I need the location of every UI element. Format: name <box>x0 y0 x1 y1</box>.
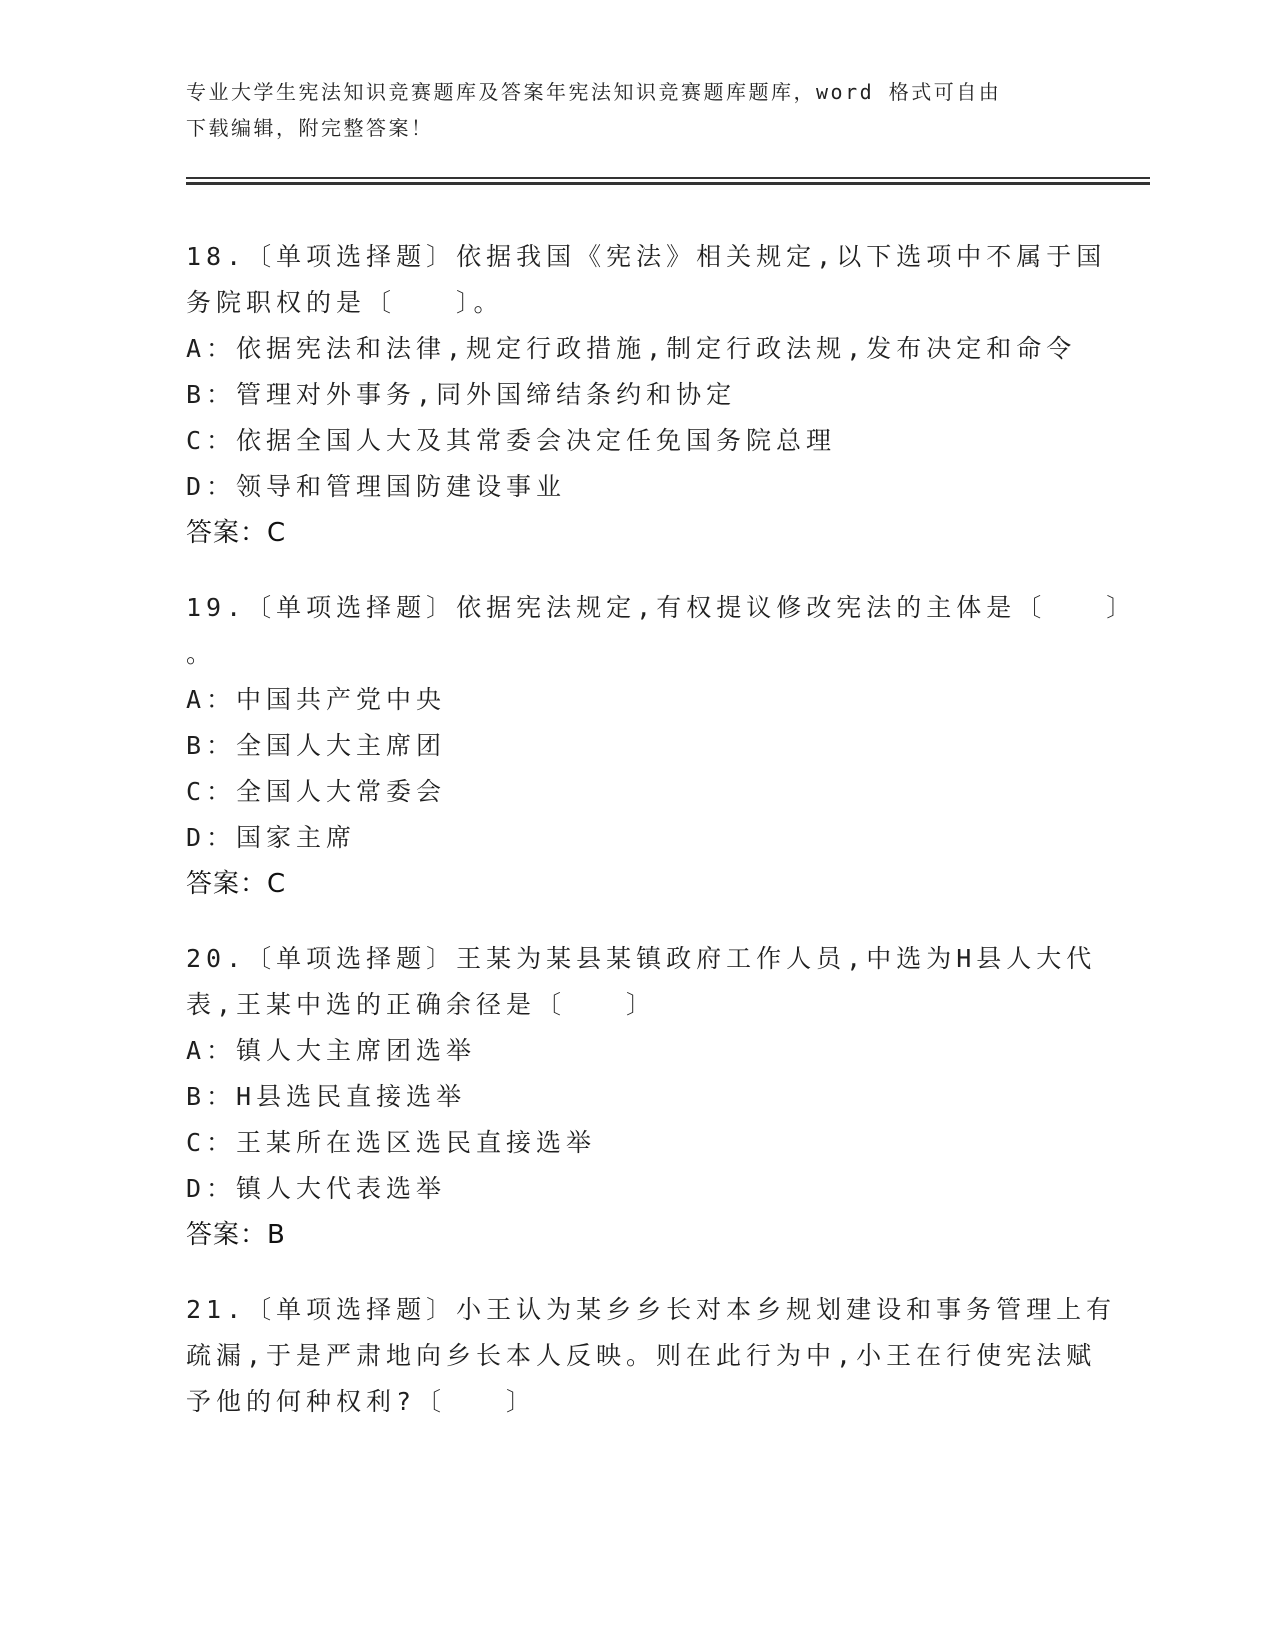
option-a: A：镇人大主席团选举 <box>186 1036 477 1065</box>
question-18 <box>186 234 1107 556</box>
header-divider-thick <box>186 182 1150 185</box>
question-stem-line: 表,王某中选的正确余径是〔 〕 <box>186 990 657 1019</box>
question-stem-line: 。 <box>186 639 217 668</box>
question-list <box>186 234 1137 1454</box>
header-line-1: 专业大学生宪法知识竞赛题库及答案年宪法知识竞赛题库题库，word 格式可自由 <box>186 80 1002 104</box>
option-c: C：全国人大常委会 <box>186 777 447 806</box>
answer-line: 答案：C <box>186 518 287 548</box>
option-a: A：依据宪法和法律,规定行政措施,制定行政法规,发布决定和命令 <box>186 334 1077 363</box>
header-line-2: 下载编辑，附完整答案！ <box>186 116 434 140</box>
question-stem-line: 20.〔单项选择题〕王某为某县某镇政府工作人员,中选为H县人大代 <box>186 944 1097 973</box>
option-d: D：领导和管理国防建设事业 <box>186 472 567 501</box>
header-divider-thin <box>186 177 1150 179</box>
option-b: B：管理对外事务,同外国缔结条约和协定 <box>186 380 737 409</box>
question-stem-line: 18.〔单项选择题〕依据我国《宪法》相关规定,以下选项中不属于国 <box>186 242 1107 271</box>
answer-line: 答案：B <box>186 1220 286 1250</box>
option-d: D：国家主席 <box>186 823 357 852</box>
question-stem-line: 予他的何种权利?〔 〕 <box>186 1387 537 1416</box>
option-d: D：镇人大代表选举 <box>186 1174 447 1203</box>
question-19 <box>186 585 1137 907</box>
question-stem-line: 21.〔单项选择题〕小王认为某乡乡长对本乡规划建设和事务管理上有 <box>186 1295 1117 1324</box>
question-21 <box>186 1287 1117 1425</box>
question-20 <box>186 936 1097 1258</box>
document-header <box>186 74 1066 146</box>
option-c: C：王某所在选区选民直接选举 <box>186 1128 597 1157</box>
question-stem-line: 19.〔单项选择题〕依据宪法规定,有权提议修改宪法的主体是〔 〕 <box>186 593 1137 622</box>
answer-line: 答案：C <box>186 869 287 899</box>
option-b: B：全国人大主席团 <box>186 731 447 760</box>
option-c: C：依据全国人大及其常委会决定任免国务院总理 <box>186 426 837 455</box>
question-stem-line: 务院职权的是〔 〕。 <box>186 288 504 317</box>
option-a: A：中国共产党中央 <box>186 685 447 714</box>
question-stem-line: 疏漏,于是严肃地向乡长本人反映。则在此行为中,小王在行使宪法赋 <box>186 1341 1097 1370</box>
option-b: B：H县选民直接选举 <box>186 1082 467 1111</box>
